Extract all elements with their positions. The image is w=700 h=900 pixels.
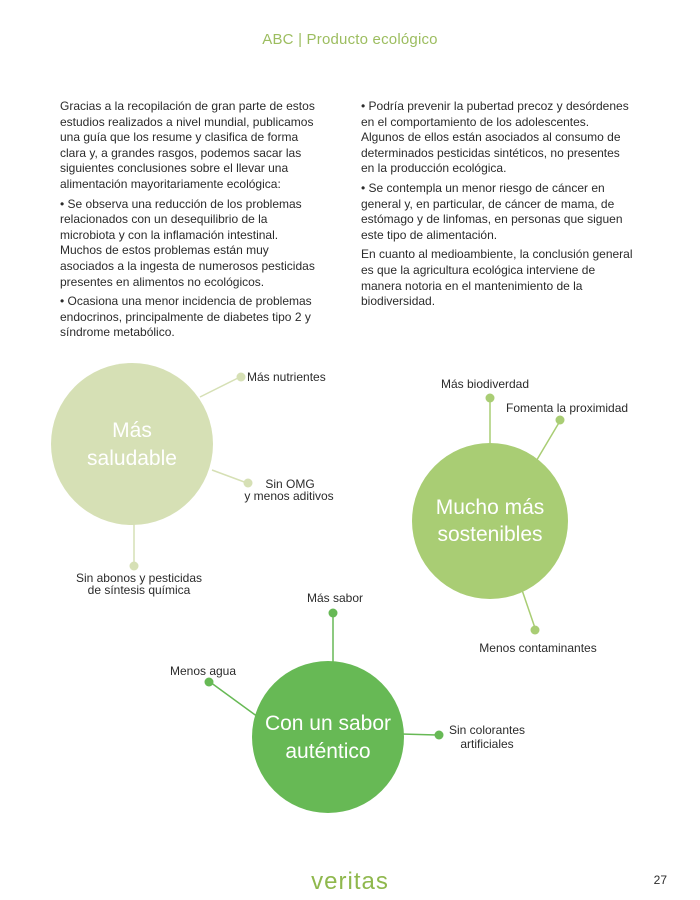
circle-sostenibles	[412, 443, 568, 599]
sabor-title-line1: Con un sabor	[264, 712, 392, 735]
connector-proximidad	[535, 421, 560, 463]
label-sin-abonos-line1: Sin abonos y pesticidas	[75, 571, 203, 585]
node-proximidad	[556, 416, 565, 425]
node-biodiversidad	[486, 394, 495, 403]
label-sin-colorantes-line2: artificiales	[460, 737, 514, 751]
sabor-title-line2: auténtico	[285, 740, 371, 763]
label-mas-sabor: Más sabor	[306, 591, 364, 605]
page-number: 27	[653, 873, 667, 887]
node-menos-agua	[205, 678, 214, 687]
saludable-cluster	[51, 363, 334, 597]
node-contaminantes	[531, 626, 540, 635]
saludable-title-line1: Más	[112, 419, 152, 442]
saludable-title-line2: saludable	[87, 447, 177, 470]
sostenibles-title-line1: Mucho más	[435, 496, 545, 519]
veritas-logo: veritas	[311, 868, 389, 895]
medioambiente-paragraph: En cuanto al medioambiente, la conclusión general es que la agricultura ecológica interviene de manera notoria en el mantenimiento de la biodiversidad.	[361, 247, 633, 309]
connector-menos-agua	[210, 682, 258, 717]
connector-omg	[212, 470, 247, 483]
bullet-microbiota: • Se observa una reducción de los problemas relacionados con un desequilibrio de la microbiota y con la inflamación intestinal. Muchos de estos problemas están muy asociados a la ingesta de numerosos pesticidas presentes en alimentos no ecológicos.	[60, 196, 315, 289]
node-nutrientes	[237, 373, 246, 382]
label-sin-omg-line1: Sin OMG	[265, 477, 315, 491]
node-colorantes	[435, 731, 444, 740]
bullet-pubertad: • Podría prevenir la pubertad precoz y desórdenes en el comportamiento de los adolescentes. Algunos de ellos están asociados al consumo de determinados pesticidas sintéticos, no presentes en la producción ecológica.	[361, 99, 629, 176]
label-mas-nutrientes: Más nutrientes	[247, 370, 326, 384]
label-mas-biodiversidad: Más biodiverdad	[440, 377, 530, 391]
label-sin-abonos-line2: de síntesis química	[87, 583, 191, 597]
label-menos-agua: Menos agua	[169, 664, 237, 678]
sostenibles-title-line2: sostenibles	[437, 523, 543, 546]
bullet-cancer: • Se contempla un menor riesgo de cáncer en general y, en particular, de cáncer de mama, de estómago y de linfomas, en personas que siguen este tipo de alimentación.	[361, 180, 623, 242]
label-sin-omg-line2: y menos aditivos	[244, 489, 334, 503]
circle-saludable	[51, 363, 213, 525]
circle-sabor	[252, 661, 404, 813]
node-mas-sabor	[329, 609, 338, 618]
connector-nutrientes	[200, 377, 240, 397]
label-menos-contaminantes: Menos contaminantes	[479, 641, 597, 655]
page-header-title: ABC | Producto ecológico	[262, 31, 438, 48]
sostenibles-cluster	[412, 377, 628, 655]
node-abonos	[130, 562, 139, 571]
node-omg	[244, 479, 253, 488]
label-fomenta-proximidad: Fomenta la proximidad	[506, 401, 629, 415]
connector-colorantes	[401, 734, 437, 735]
sabor-cluster	[170, 591, 525, 813]
intro-paragraph: Gracias a la recopilación de gran parte de estos estudios realizados a nivel mundial, publicamos una guía que los resume y clasifica de forma clara y, a grandes rasgos, podemos sacar las siguientes conclusiones sobre el llevar una alimentación mayoritariamente ecológica:	[60, 99, 315, 191]
connector-contaminantes	[522, 590, 535, 628]
label-sin-colorantes-line1: Sin colorantes	[448, 723, 526, 737]
bullet-endocrinos: • Ocasiona una menor incidencia de problemas endocrinos, principalmente de diabetes tipo 2 y síndrome metabólico.	[60, 294, 312, 340]
